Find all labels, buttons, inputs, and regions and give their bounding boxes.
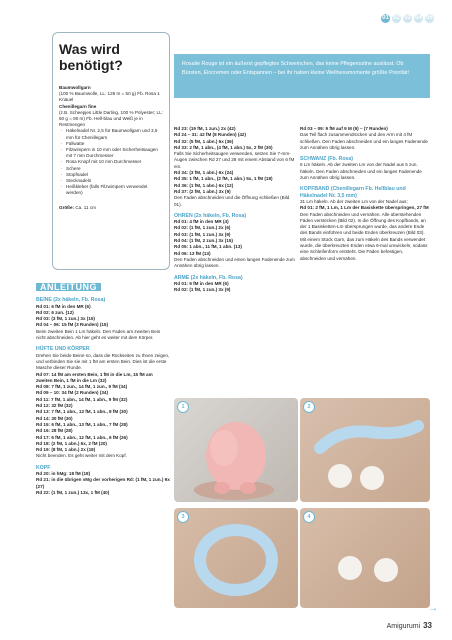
arms-heading: ARME (2x häkeln, Fb. Rosa) [174,274,243,281]
row-line: Rd 33: 2 fM, 1 abn., (4 fM, 1 abn.) 5x, 2 fM (30) [174,144,273,150]
chenille-text: (z.B. Scheepjes Little Darling, 100 % Polyester; LL: 50 g = 90 m) Fb. Hell-blau und Weiß je in Restmengen [59,109,163,128]
chenille-heading: Chenillegarn fine [59,103,97,109]
instructions-column-3 [300,126,430,262]
intro-banner: Rosalie Rouge ist ein äußerst gepflegtes Schweinchen, das keine Pflegeroutine auslässt. Ob Bürsten, Eincremen oder Entspannen – bei ihr haben kleine Wellnessmomente größte Priorität! [174,54,430,98]
photo-number-badge: 1 [177,401,189,413]
page-number: 33 [423,621,432,630]
headband-heading: KOPFBAND (Chenillegarn Fb. Hellblau und Häkelnadel Nr. 3,5 mm) [300,186,406,199]
magazine-name: Amigurumi [386,623,421,630]
row-line: Rd 37: (2 fM, 1 abn.) 3x (9) [174,188,231,194]
row-line: Den Faden abschneiden und einen langes Fadenende zum Annähen übrig lassen. [174,256,295,269]
row-line: Rd 23: (19 fM, 1 zun.) 2x (42) [174,126,236,131]
row-line: Rd 07: 14 fM am ersten Bein, 1 fM in die Lm, 15 fM am zweiten Bein, 1 fM in die Lm (32) [36,371,153,383]
row-line: Rd 05: 1 abn., 11 fM, 1 abn. (13) [174,244,242,250]
legs-heading: BEINE (2x häkeln, Fb. Rosa) [36,297,106,304]
tail-heading: SCHWANZ (Fb. Rosa) [300,156,354,163]
list-item: · Schere [59,166,163,172]
row-line: Rd 03 – 09: 9 fM auf 9 M (9) – (7 Runden) [300,126,388,131]
row-line: Rd 34: (3 fM, 1 abn.) 6x (24) [174,170,234,176]
row-line: Rd 36: (1 fM, 1 abn.) 6x (12) [174,182,234,188]
headband-text: Den Faden abschneiden und vernähen. Alle überstehenden Fäden verstecken (Bild 02). In die Öffnung des Kopfbands, an der 1 Basisketten-Lm übersprungen wurde, das andere Ende des Bands einführen und beide Enden überkreuzen (Bild 03). Mit einem Stück Garn, das zum Häkeln des Bands verwendet wurde, die überkreuzten Enden etwa 6-mal umwickeln, sodass eine Schleifenform entsteht. Die Fäden befestigen, abschneiden und vernähen. [300,211,428,261]
row-line: Rd 13: 7 fM, 1 abn., 13 fM, 1 abn., 8 fM (30) [36,409,128,415]
list-item: · Rosa Knopf mit 10 mm Durchmesser [59,159,163,165]
nav-dot-1: 01 [382,15,389,21]
instructions-column-2 [174,126,298,293]
headband-ring-photo [174,508,298,608]
row-line: Falls Sie Sicherheitsaugen verwenden, setzen Sie 7-mm-Augen zwischen Rd 27 und 28 mit einem Abstand von 6 fM ein. [174,151,295,169]
row-line: Rd 21: in die übrigen vMg der vorherigen Rd: (1 fM, 1 zun.) 9x (27) [36,477,170,489]
photo-3 [174,508,298,608]
hip-body-heading: HÜFTE UND KÖRPER [36,346,90,353]
list-item: · Heißkleber (falls Filzwimpern verwendet werden) [59,184,163,196]
row-line: Rd 08: 7 fM, 1 zun., 14 fM, 1 zun., 9 fM (34) [36,384,128,390]
row-line: Rd 01: 6 fM in den MR (6) [36,303,91,309]
row-line: Rd 01: 2 fM, 1 Lm, 1 Lm der Basiskette überspringen, 27 fM [300,205,429,211]
row-line: Rd 16: 28 fM (28) [36,428,73,434]
list-item: · Stopfnadel [59,172,163,178]
nav-dot-4: 04 [415,15,422,21]
row-line: Beim zweiten Bein 1 Lm häkeln. Den Faden am zweiten Bein nicht abschneiden. Ab hier geht es weiter mit dem Körper. [36,328,161,341]
list-item: · Stecknadeln [59,178,163,184]
materials-title: Was wird benötigt? [59,41,123,73]
row-line: Rd 15: 6 fM, 1 abn., 13 fM, 1 abn., 7 fM (28) [36,421,128,427]
ears-photo [300,508,430,608]
pig-body-photo [174,398,298,502]
photo-number-badge: 3 [177,511,189,523]
headband-intro: 31 Lm häkeln. Ab der zweiten Lm von der Nadel aus: [300,198,408,204]
row-line: Nicht beenden. Es geht weiter mit dem Kopf. [36,453,127,459]
photo-number-badge: 2 [303,401,315,413]
page-footer [387,621,432,630]
row-line: Den Faden abschneiden und die Öffnung schließen (Bild 01). [174,195,290,207]
row-line: Rd 22: (1 fM, 1 zun.) 13x, 1 fM (40) [36,489,110,495]
row-line: Rd 09 – 10: 34 fM (2 Runden) (34) [36,390,108,396]
row-line: Rd 02: (1 fM, 1 zun.) 2x (6) [174,225,231,231]
row-line: Rd 20: in hMg: 18 fM (18) [36,471,91,477]
instructions-column-1 [36,283,170,496]
row-line: Rd 24 – 31: 42 fM (8 Runden) (42) [174,132,246,138]
photo-1 [174,398,298,502]
row-line: Rd 01: 6 fM in den MR (6) [174,280,229,286]
row-line: Rd 32: (5 fM, 1 abn.) 6x (36) [174,138,234,144]
nav-dot-3: 03 [404,15,411,21]
size-label: Größe: [59,204,75,210]
yarn-text: (100 % Baumwolle, LL: 125 m = 50 g) Fb. Rosa 1 Knäuel [59,91,160,103]
row-line: Rd 12: 32 fM (32) [36,403,73,409]
row-line: Rd 11: 7 fM, 1 abn., 14 fM, 1 abn., 9 fM (32) [36,396,128,402]
list-item: · Filzwimpern in 10 mm oder Sicherheitsaugen mit 7 mm Durchmesser [59,147,163,159]
row-line: Rd 14: 30 fM (30) [36,415,73,421]
yarn-heading: Baumwollgarn [59,85,91,90]
page-nav-dots [381,14,434,23]
photo-2 [300,398,430,502]
materials-box [52,32,170,270]
nav-dot-5: 05 [426,15,433,21]
row-line: Rd 35: 1 fM, 1 abn., (2 fM, 1 abn.) 5x, 1 fM (18) [174,176,273,182]
headband-photo [300,398,430,502]
row-line: Rd 19: (8 fM, 1 abn.) 2x (18) [36,447,96,453]
materials-list [59,128,163,196]
row-line: Rd 02: (1 fM, 1 zun.) 3x (9) [174,287,231,293]
photo-number-badge: 4 [303,511,315,523]
row-line: Rd 04 – 06: 15 fM (3 Runden) (15) [36,322,108,328]
row-line: Rd 18: (2 fM, 1 abn.) 6x, 2 fM (20) [36,440,107,446]
row-line: Rd 04: (1 fM, 2 zun.) 3x (15) [174,238,233,244]
tail-text: 6 Lm häkeln. Ab der zweiten Lm von der Nadel aus 5 zun. häkeln. Den Faden abschneiden und ein langes Fadenende zum Annähen übrig lassen. [300,162,422,181]
row-line: Rd 06: 13 fM (13) [174,250,211,256]
row-line: Das Teil flach zusammendrücken und den Arm mit 4 fM schließen. Den Faden abschneiden und ein langes Fadenende zum Annähen übrig lassen. [300,132,428,150]
next-page-arrow-icon[interactable]: → [428,603,438,614]
row-line: Rd 02: 6 zun. (12) [36,309,74,315]
head-heading: KOPF [36,464,51,471]
list-item: · Häkelnadel Nr. 2,5 für Baumwollgarn und 3,5 mm für Chenillegarn [59,128,163,140]
row-line: Rd 01: 4 fM in den MR (4) [174,219,229,225]
instructions-heading: ANLEITUNG [36,283,101,291]
hip-intro: Drehen Sie beide Beine so, dass die Rückseiten zu Ihnen zeigen, und verbinden Sie sie mit 1 fM am ersten Bein. Dies ist die erste Masche dieser Runde. [36,352,170,371]
nav-dot-2: 02 [393,15,400,21]
photo-4 [300,508,430,608]
ears-heading: OHREN (2x häkeln, Fb. Rosa) [174,212,247,219]
row-line: Rd 03: (3 fM, 1 zun.) 3x (15) [36,316,95,322]
size-value: Ca. 11 cm [75,204,96,210]
row-line: Rd 03: (1 fM, 1 zun.) 3x (9) [174,231,231,237]
list-item: · Füllwatte [59,141,163,147]
row-line: Rd 17: 6 fM, 1 abn., 12 fM, 1 abn., 6 fM (26) [36,434,128,440]
